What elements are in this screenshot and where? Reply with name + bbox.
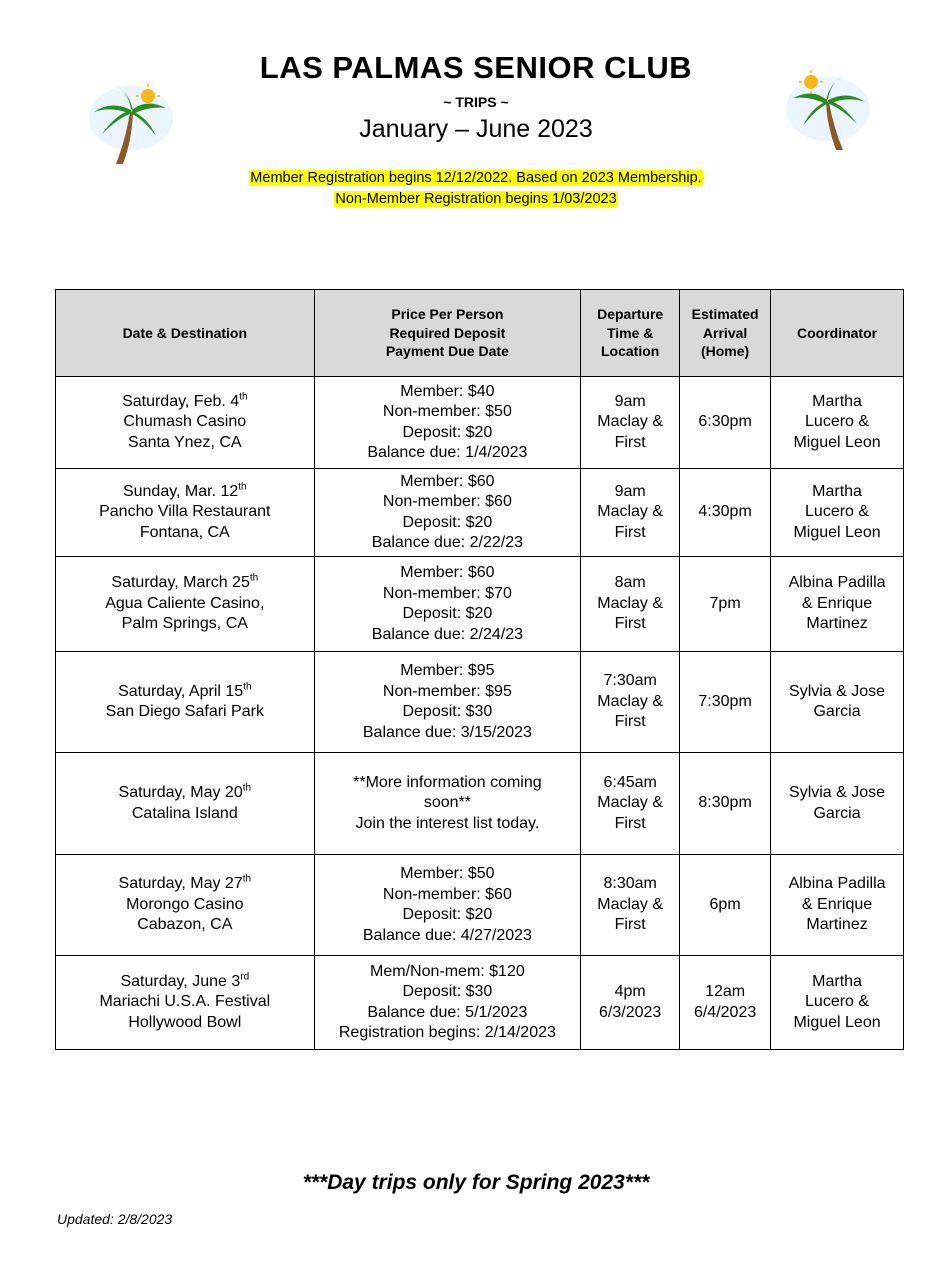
- cell-arrival: [680, 753, 771, 855]
- header-text: Estimated: [691, 306, 759, 323]
- price-line: Deposit: $30: [402, 983, 493, 1000]
- departure-line: 9am: [614, 392, 646, 410]
- table-row: [56, 469, 904, 557]
- cell-date-destination: [56, 652, 315, 753]
- day-ordinal: th: [243, 681, 252, 693]
- registration-notice: [0, 168, 952, 210]
- price-line: Non-member: $60: [382, 493, 512, 510]
- price-line: Non-member: $60: [382, 885, 512, 903]
- price-line: Balance due: 5/1/2023: [367, 1003, 528, 1021]
- cell-date-destination: [56, 855, 315, 956]
- departure-line: Maclay &: [597, 895, 664, 913]
- price-line: Deposit: $20: [402, 906, 493, 923]
- coordinator-line: Martha: [812, 482, 862, 500]
- trip-destination: Agua Caliente Casino,: [105, 594, 265, 612]
- cell-date-destination: [56, 557, 315, 652]
- departure-line: 7:30am: [603, 672, 657, 690]
- coordinator-line: Martinez: [806, 615, 868, 633]
- price-line: Balance due: 4/27/2023: [362, 926, 532, 944]
- price-line: Deposit: $30: [402, 703, 493, 720]
- cell-price: [314, 956, 581, 1050]
- page-subtitle: ~ TRIPS ~: [443, 94, 509, 110]
- cell-price: [314, 469, 581, 557]
- header-date-destination: [56, 290, 315, 377]
- cell-date-destination: [56, 956, 315, 1050]
- coordinator-line: Garcia: [813, 804, 861, 822]
- day-ordinal: th: [239, 391, 248, 403]
- cell-date-destination: [56, 377, 315, 469]
- cell-coordinator: [771, 855, 904, 956]
- trip-destination: Santa Ynez, CA: [128, 433, 242, 451]
- day-ordinal: th: [242, 782, 252, 794]
- price-line: soon**: [423, 794, 471, 812]
- table-row: [56, 753, 904, 855]
- table-row: [56, 377, 904, 469]
- cell-arrival: [680, 652, 771, 753]
- cell-price: [314, 855, 581, 956]
- palm-tree-icon: [783, 64, 873, 154]
- palm-tree-icon: [86, 78, 176, 168]
- cell-arrival: [680, 855, 771, 956]
- cell-departure: [581, 753, 680, 855]
- cell-price: [314, 557, 581, 652]
- header-text: Price Per Person: [391, 306, 504, 323]
- cell-coordinator: [771, 557, 904, 652]
- arrival-line: 7:30pm: [698, 692, 752, 710]
- cell-arrival: [680, 377, 771, 469]
- header-text: (Home): [700, 343, 750, 360]
- departure-line: First: [614, 523, 646, 541]
- table-header-row: [56, 290, 904, 377]
- price-line: Member: $95: [400, 662, 495, 679]
- coordinator-line: Martha: [812, 972, 862, 990]
- trip-destination: Chumash Casino: [123, 413, 247, 431]
- price-line: Join the interest list today.: [355, 814, 540, 832]
- cell-date-destination: [56, 753, 315, 855]
- departure-line: 9am: [614, 482, 646, 500]
- coordinator-line: Miguel Leon: [793, 433, 881, 451]
- coordinator-line: Lucero &: [805, 503, 870, 521]
- arrival-line: 8:30pm: [698, 794, 752, 812]
- footer-note: ***Day trips only for Spring 2023***: [302, 1171, 650, 1194]
- price-line: Non-member: $70: [382, 584, 512, 602]
- cell-arrival: [680, 956, 771, 1050]
- trip-destination: Pancho Villa Restaurant: [99, 503, 271, 521]
- coordinator-line: & Enrique: [801, 895, 873, 913]
- day-ordinal: th: [249, 572, 259, 584]
- price-line: Member: $60: [400, 472, 495, 490]
- coordinator-line: Sylvia & Jose: [789, 784, 886, 801]
- departure-line: First: [614, 615, 646, 633]
- cell-price: [314, 652, 581, 753]
- header-price: [314, 290, 581, 377]
- coordinator-line: Garcia: [813, 703, 861, 720]
- price-line: Registration begins: 2/14/2023: [338, 1024, 556, 1041]
- trip-destination: Cabazon, CA: [137, 916, 233, 934]
- day-ordinal: rd: [240, 971, 250, 983]
- departure-line: First: [614, 713, 646, 731]
- coordinator-line: Martha: [812, 392, 862, 410]
- table-row: [56, 855, 904, 956]
- cell-date-destination: [56, 469, 315, 557]
- page-title: LAS PALMAS SENIOR CLUB: [259, 50, 693, 85]
- cell-arrival: [680, 469, 771, 557]
- header-text: Coordinator: [796, 324, 878, 341]
- arrival-line: 4:30pm: [698, 503, 752, 521]
- trip-destination: Hollywood Bowl: [128, 1013, 242, 1031]
- price-line: Member: $50: [400, 865, 495, 882]
- header-text: Time &: [606, 324, 654, 341]
- header-text: Date & Destination: [122, 324, 248, 341]
- trip-day: Saturday, June 3: [120, 972, 241, 990]
- trip-day: Saturday, Feb. 4: [122, 392, 240, 410]
- coordinator-line: Lucero &: [805, 413, 870, 431]
- price-line: Deposit: $20: [402, 423, 493, 441]
- registration-line-2: Non-Member Registration begins 1/03/2023: [335, 191, 617, 207]
- departure-line: Maclay &: [597, 594, 664, 612]
- price-line: Balance due: 3/15/2023: [362, 723, 532, 741]
- price-line: Member: $60: [400, 564, 495, 581]
- departure-line: 4pm: [614, 983, 646, 1000]
- cell-departure: [581, 377, 680, 469]
- departure-line: Maclay &: [597, 794, 664, 812]
- header-coordinator: [771, 290, 904, 377]
- departure-line: 6:45am: [603, 773, 657, 791]
- trip-destination: Morongo Casino: [126, 895, 244, 913]
- header-text: Location: [600, 343, 660, 360]
- cell-departure: [581, 557, 680, 652]
- price-line: Balance due: 2/24/23: [371, 625, 523, 643]
- trips-table: [55, 289, 904, 1050]
- price-line: Mem/Non-mem: $120: [370, 962, 525, 980]
- departure-line: First: [614, 916, 646, 934]
- departure-line: Maclay &: [597, 692, 664, 710]
- day-ordinal: th: [242, 873, 252, 885]
- cell-departure: [581, 469, 680, 557]
- coordinator-line: Martinez: [806, 916, 868, 934]
- cell-price: [314, 377, 581, 469]
- price-line: **More information coming: [353, 773, 542, 791]
- price-line: Non-member: $95: [382, 682, 512, 700]
- departure-line: First: [614, 433, 646, 451]
- cell-arrival: [680, 557, 771, 652]
- coordinator-line: Lucero &: [805, 993, 870, 1011]
- cell-coordinator: [771, 753, 904, 855]
- header-text: Required Deposit: [389, 324, 506, 341]
- coordinator-line: Miguel Leon: [793, 523, 881, 541]
- price-line: Deposit: $20: [402, 513, 493, 531]
- arrival-line: 6pm: [709, 895, 741, 913]
- trip-destination: Catalina Island: [131, 804, 238, 822]
- registration-line-1: Member Registration begins 12/12/2022. Based on 2023 Membership.: [250, 170, 702, 186]
- header-arrival: [680, 290, 771, 377]
- departure-line: Maclay &: [597, 503, 664, 521]
- table-row: [56, 652, 904, 753]
- date-range: January – June 2023: [359, 115, 593, 143]
- departure-line: 8am: [614, 574, 646, 592]
- trip-day: Sunday, Mar. 12: [122, 482, 239, 500]
- price-line: Non-member: $50: [382, 403, 512, 420]
- header-text: Payment Due Date: [385, 343, 509, 360]
- cell-coordinator: [771, 377, 904, 469]
- arrival-line: 7pm: [709, 594, 741, 612]
- coordinator-line: Albina Padilla: [788, 574, 886, 592]
- coordinator-line: Miguel Leon: [793, 1013, 881, 1031]
- cell-departure: [581, 652, 680, 753]
- coordinator-line: Sylvia & Jose: [789, 682, 886, 700]
- updated-date: Updated: 2/8/2023: [57, 1211, 173, 1227]
- trip-day: Saturday, March 25: [111, 574, 250, 592]
- table-row: [56, 956, 904, 1050]
- price-line: Deposit: $20: [402, 605, 493, 622]
- cell-departure: [581, 956, 680, 1050]
- price-line: Balance due: 2/22/23: [371, 534, 523, 551]
- trip-day: Saturday, May 20: [118, 784, 243, 801]
- header-text: Arrival: [702, 324, 748, 341]
- cell-departure: [581, 855, 680, 956]
- departure-line: 6/3/2023: [599, 1003, 662, 1021]
- cell-coordinator: [771, 956, 904, 1050]
- trip-day: Saturday, April 15: [118, 682, 244, 700]
- cell-coordinator: [771, 469, 904, 557]
- table-row: [56, 557, 904, 652]
- trip-destination: Mariachi U.S.A. Festival: [99, 993, 271, 1011]
- trip-day: Saturday, May 27: [118, 875, 243, 893]
- cell-price: [314, 753, 581, 855]
- price-line: Member: $40: [400, 382, 495, 400]
- arrival-line: 12am: [705, 983, 746, 1000]
- arrival-line: 6/4/2023: [693, 1003, 757, 1021]
- price-line: Balance due: 1/4/2023: [367, 444, 528, 461]
- departure-line: Maclay &: [597, 413, 664, 431]
- header-departure: [581, 290, 680, 377]
- cell-coordinator: [771, 652, 904, 753]
- day-ordinal: th: [238, 481, 247, 493]
- departure-line: First: [614, 814, 646, 832]
- arrival-line: 6:30pm: [698, 413, 752, 431]
- departure-line: 8:30am: [603, 875, 657, 893]
- coordinator-line: & Enrique: [801, 594, 873, 612]
- trip-destination: Palm Springs, CA: [121, 615, 248, 633]
- header-text: Departure: [597, 306, 664, 323]
- trip-destination: Fontana, CA: [139, 523, 230, 541]
- trip-destination: San Diego Safari Park: [105, 703, 264, 720]
- trip-rows: [56, 377, 904, 1050]
- coordinator-line: Albina Padilla: [788, 875, 886, 893]
